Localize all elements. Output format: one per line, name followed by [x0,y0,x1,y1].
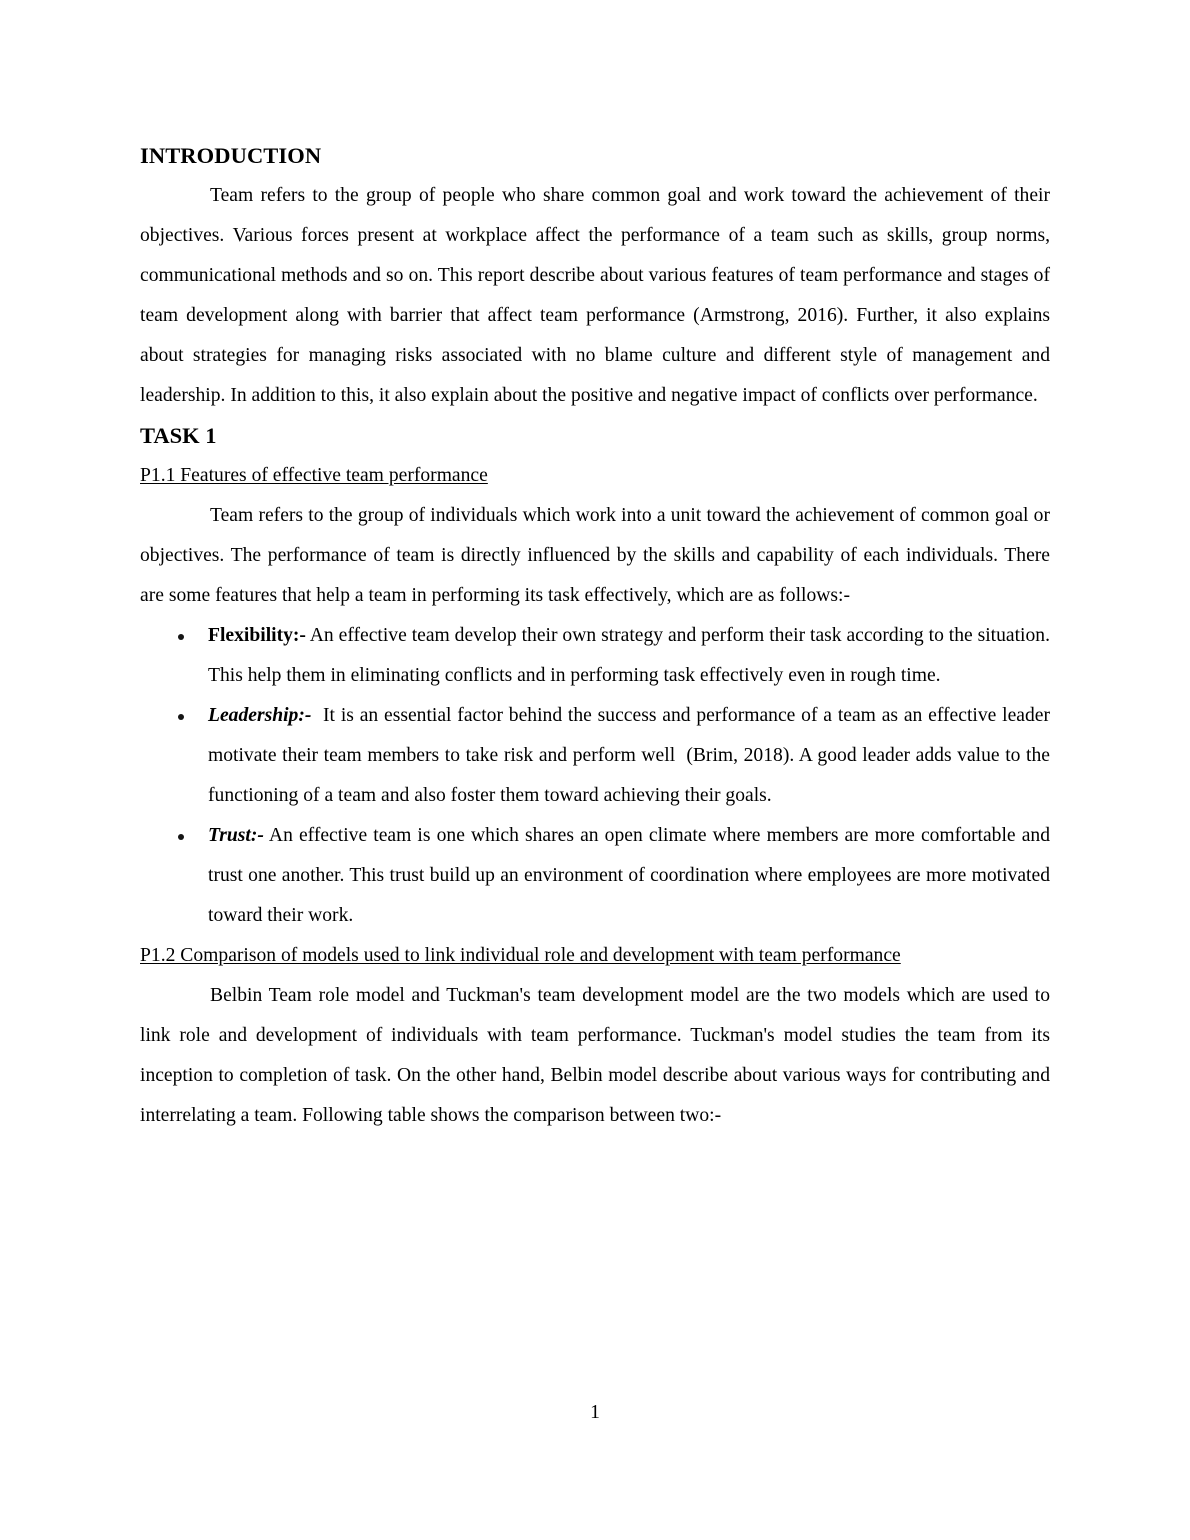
features-bullet-list [140,616,1055,936]
introduction-paragraph: Team refers to the group of people who share common goal and work toward the achievement of their objectives. Various forces present at workplace affect the performance of a team such as skills, group norms, communicational methods and so on. This report describe about various features of team performance and stages of team development along with barrier that affect team performance (Armstrong, 2016). Further, it also explains about strategies for managing risks associated with no blame culture and different style of management and leadership. In addition to this, it also explain about the positive and negative impact of conflicts over performance. [140,185,1050,406]
feature-text-flexibility: An effective team develop their own strategy and perform their task according to the situation. This help them in eliminating conflicts and in performing task effectively even in rough time. [208,625,1055,686]
list-item [140,696,1055,816]
page-number-footer: 1 [590,1402,600,1423]
p1-2-paragraph: Belbin Team role model and Tuckman's team development model are the two models which are used to link role and development of individuals with team performance. Tuckman's model studies the team from its inception to completion of task. On the other hand, Belbin model describe about various ways for contributing and interrelating a team. Following table shows the comparison between two:- [140,985,1050,1126]
subheading-p1-2: P1.2 Comparison of models used to link individual role and development with team performance [140,945,901,966]
p1-1-paragraph: Team refers to the group of individuals which work into a unit toward the achievement of common goal or objectives. The performance of team is directly influenced by the skills and capability of each individuals. There are some features that help a team in performing its task effectively, which are as follows:- [140,505,1050,606]
section-heading-task-1: TASK 1 [140,423,217,448]
feature-text-leadership: It is an essential factor behind the success and performance of a team as an effective leader motivate their team members to take risk and perform well (Brim, 2018). A good leader adds value to the functioning of a team and also foster them toward achieving their goals. [208,705,1055,806]
page-title-introduction: INTRODUCTION [140,143,322,168]
feature-text-trust: An effective team is one which shares an open climate where members are more comfortable and trust one another. This trust build up an environment of coordination where employees are more motivated toward their work. [208,825,1055,926]
subheading-p1-1: P1.1 Features of effective team performance [140,465,488,486]
feature-label-flexibility: Flexibility:- [208,625,306,646]
list-item [140,816,1055,936]
document-body [140,136,1055,1136]
feature-label-trust: Trust:- [208,825,264,846]
list-item [140,616,1055,696]
feature-label-leadership: Leadership:- [208,705,312,726]
